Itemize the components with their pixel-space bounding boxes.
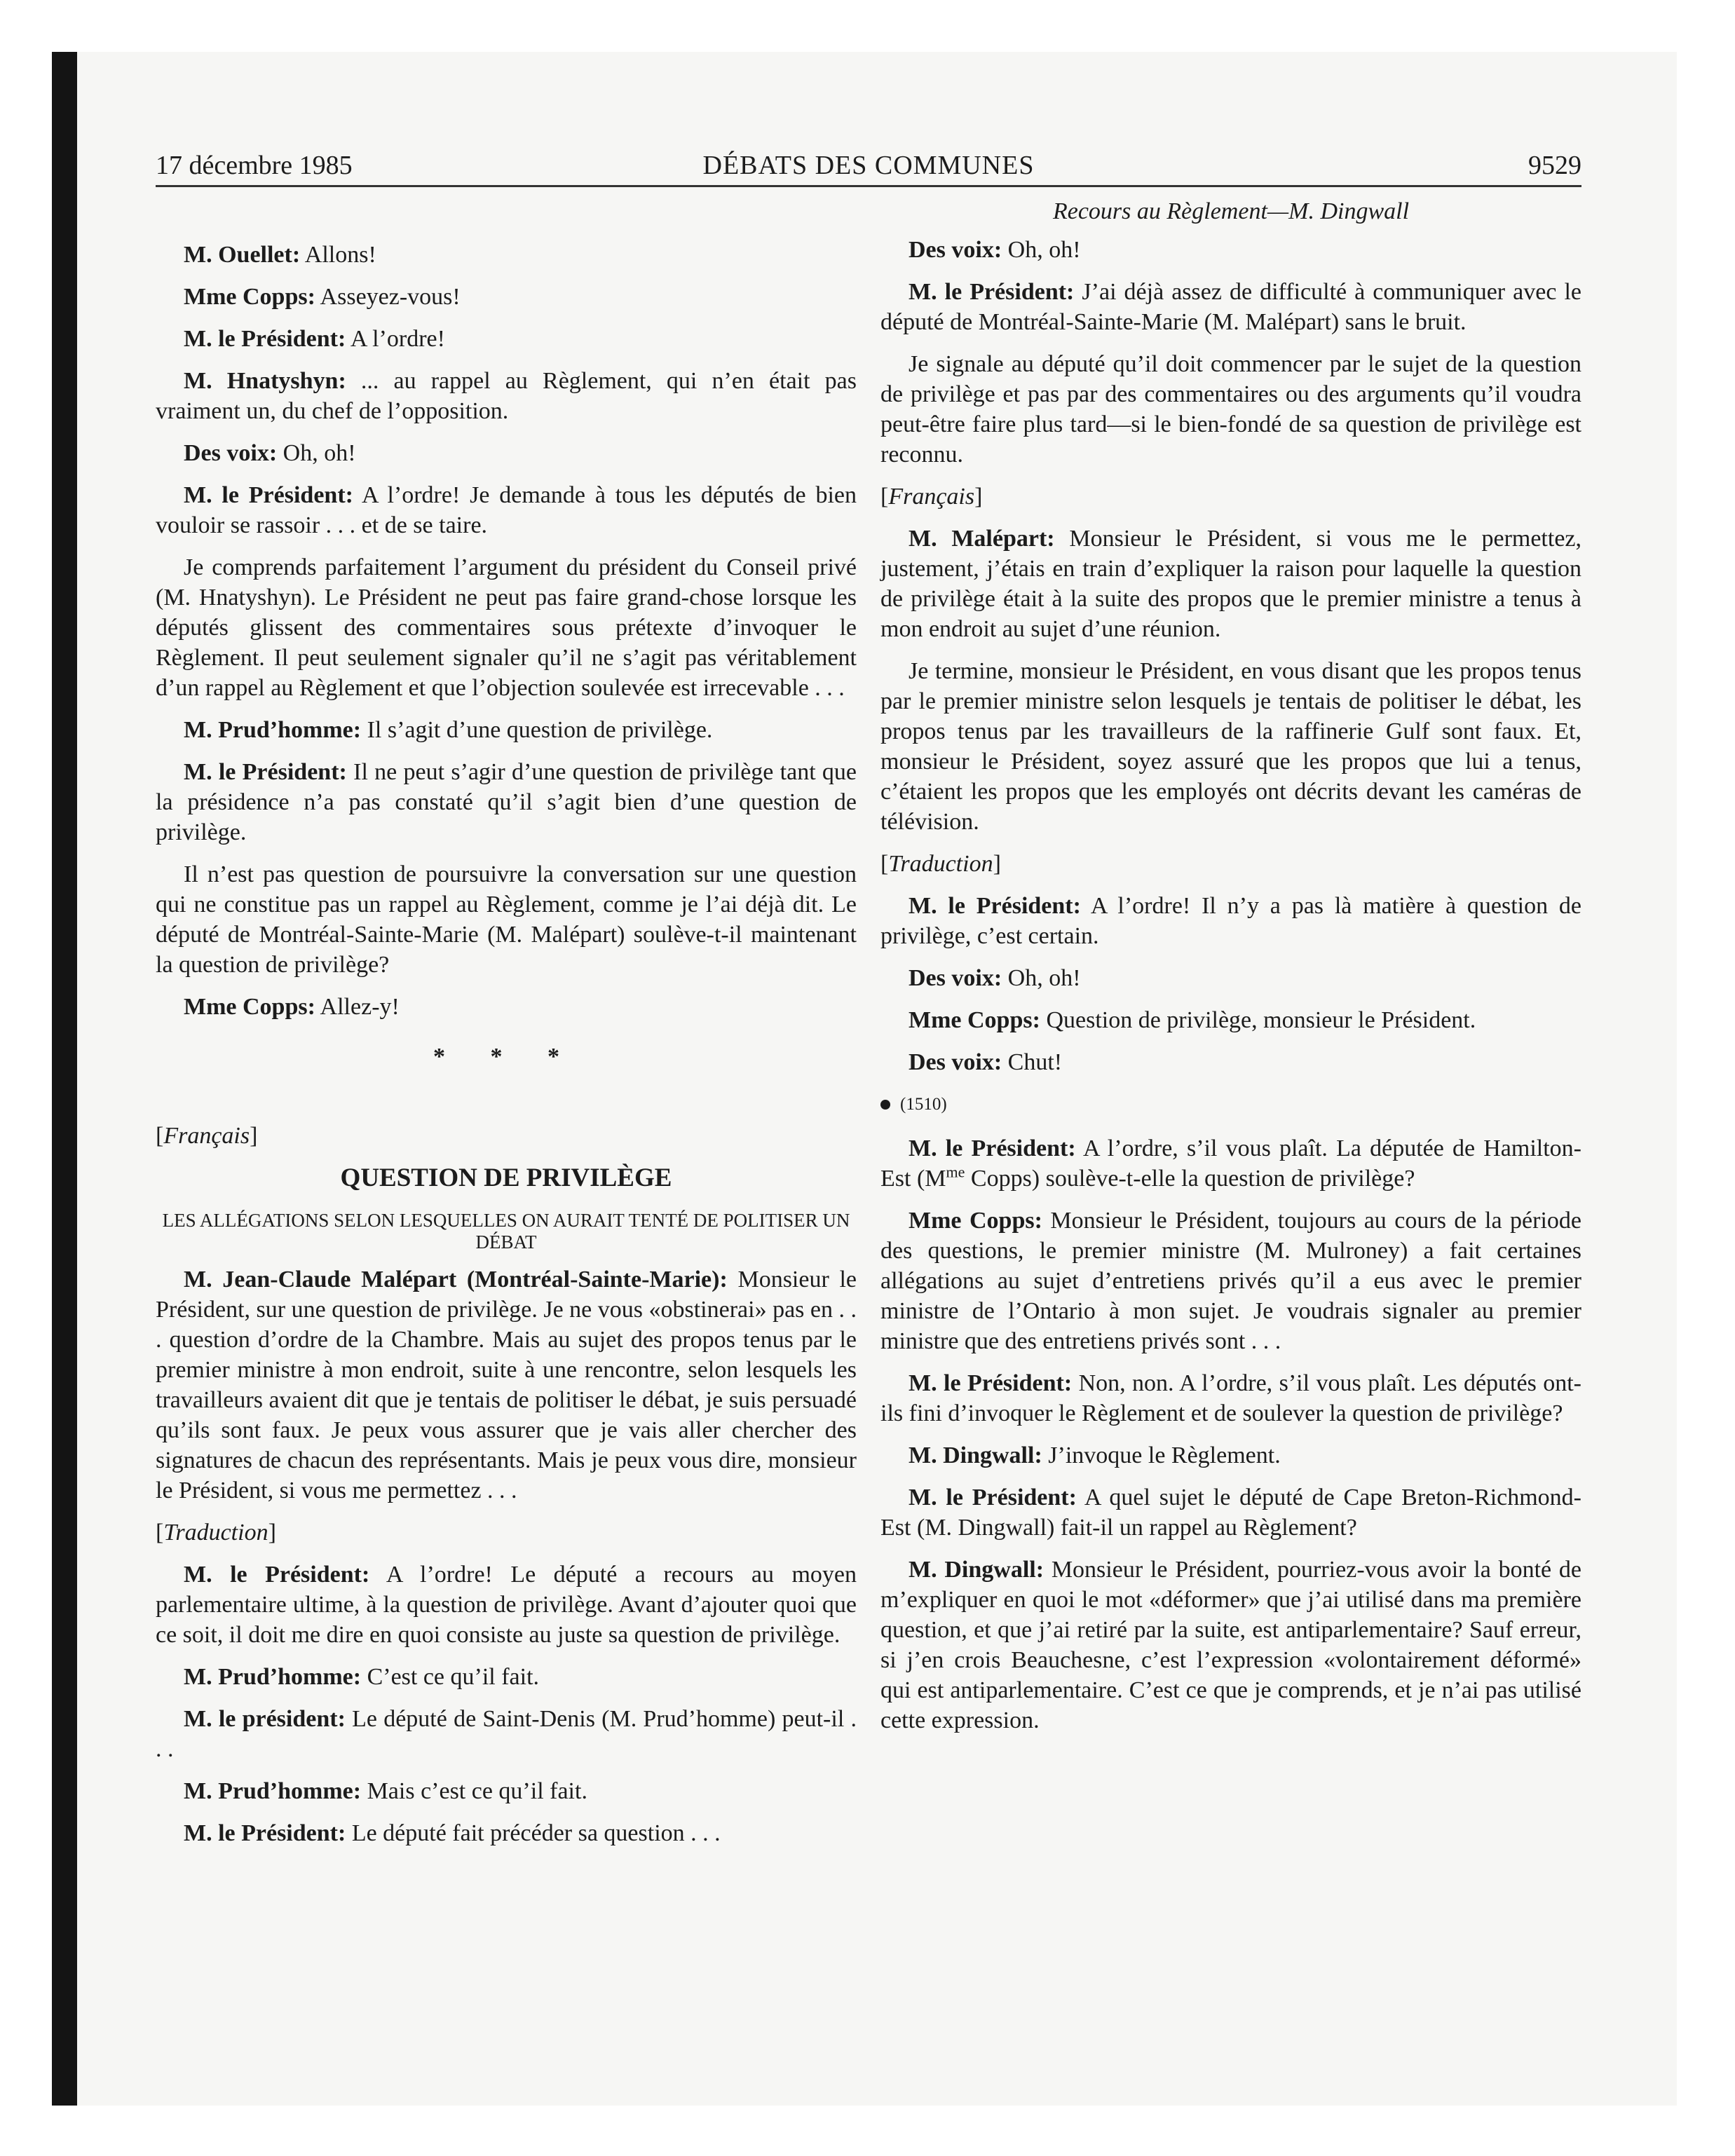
paragraph <box>156 757 857 847</box>
paragraph <box>880 1047 1581 1077</box>
speech: Asseyez-vous! <box>315 284 461 310</box>
header-title: DÉBATS DES COMMUNES <box>702 151 1035 180</box>
speaker: M. le Président: <box>909 1135 1076 1161</box>
speaker: Des voix: <box>909 965 1002 991</box>
speaker: Des voix: <box>909 1049 1002 1075</box>
speech: Oh, oh! <box>277 440 356 466</box>
speech: C’est ce qu’il fait. <box>361 1664 540 1690</box>
speech: Il n’est pas question de poursuivre la conversation sur une question qui ne constitue pas un rappel au Règlement, comme je l’ai déjà dit. Le député de Montréal-Sainte-Marie (M. Malépart) soulève-t-il maintenant la question de privilège? <box>156 861 857 978</box>
speech: A l’ordre! Le député a recours au moyen parlementaire ultime, à la question de privilège. Avant d’ajouter quoi que ce soit, il doit me dire en quoi consiste au juste sa question de privilège. <box>156 1562 857 1648</box>
speaker: M. le Président: <box>909 1485 1077 1510</box>
right-column <box>880 196 1581 1747</box>
paragraph <box>156 552 857 703</box>
speech: Allons! <box>300 242 376 268</box>
running-head: Recours au Règlement—M. Dingwall <box>1052 198 1410 224</box>
speech: Oh, oh! <box>1002 237 1081 263</box>
paragraph <box>880 1482 1581 1543</box>
paragraph <box>156 480 857 540</box>
speaker: Des voix: <box>184 440 278 466</box>
left-column <box>156 196 857 1860</box>
paragraph <box>156 1264 857 1506</box>
speech: Monsieur le Président, si vous me le permettez, justement, j’étais en train d’expliquer la raison pour laquelle la question de privilège était à la suite des propos que le premier ministre a tenus à mon endroit au sujet d’une réunion. <box>880 526 1582 642</box>
speaker: M. le Président: <box>909 279 1075 305</box>
speech: Le député fait précéder sa question . . . <box>346 1820 721 1846</box>
paragraph <box>156 992 857 1022</box>
speech: Il ne peut s’agir d’une question de privilège tant que la présidence n’a pas constaté qu’il s’agit bien d’une question de privilège. <box>156 759 857 845</box>
paragraph <box>156 715 857 745</box>
paragraph <box>156 1818 857 1848</box>
paragraph <box>880 1206 1581 1356</box>
language-note: [Français] <box>156 1123 258 1149</box>
language-note: [Traduction] <box>156 1520 276 1546</box>
paragraph <box>156 366 857 426</box>
paragraph <box>156 1776 857 1806</box>
paragraph <box>880 1368 1581 1428</box>
paragraph <box>880 891 1581 951</box>
speech: Non, non. A l’ordre, s’il vous plaît. Les députés ont-ils fini d’invoquer le Règlement et de soulever la question de privilège? <box>880 1370 1582 1426</box>
speech: Allez-y! <box>315 994 400 1020</box>
speaker: M. le Président: <box>184 1820 346 1846</box>
paragraph <box>156 1704 857 1764</box>
speech: Monsieur le Président, pourriez-vous avoir la bonté de m’expliquer en quoi le mot «déformer» que j’ai utilisé dans ma première question, et que j’ai retiré par la suite, est antiparlementaire? Sauf erreur, si j’en crois Beauchesne, c’est l’expression «volontairement déformé» qui est antiparlementaire. C’est ce que je comprends, et je n’ai pas utilisé cette expression. <box>880 1557 1581 1733</box>
header-date: 17 décembre 1985 <box>156 151 353 180</box>
speaker: M. le Président: <box>909 893 1081 919</box>
speech: Monsieur le Président, sur une question de privilège. Je ne vous «obstinerai» pas en . . . question d’ordre de la Chambre. Mais au sujet des propos tenus par le premier ministre à mon endroit, suite à une rencontre, selon lesquels les travailleurs avaient dit que je tentais de politiser le débat, je suis persuadé qu’ils sont faux. Je peux vous assurer que je vais aller chercher des signatures de chacun des représentants. Mais je peux vous dire, monsieur le Président, si vous me permettez . . . <box>156 1267 857 1503</box>
paragraph <box>880 1440 1581 1471</box>
speaker: Mme Copps: <box>909 1007 1040 1033</box>
speaker: M. le Président: <box>909 1370 1073 1396</box>
paragraph <box>880 277 1581 337</box>
timestamp: (1510) <box>880 1089 1581 1119</box>
speaker: M. Hnatyshyn: <box>184 368 346 394</box>
speech: A l’ordre! Il n’y a pas là matière à question de privilège, c’est certain. <box>880 893 1582 949</box>
speaker: M. Prud’homme: <box>184 1778 362 1804</box>
speaker: M. le président: <box>184 1706 346 1732</box>
speech: Monsieur le Président, toujours au cours de la période des questions, le premier ministre (M. Mulroney) a fait certaines allégations au sujet d’entretiens privés qu’il a eus avec le premier ministre de l’Ontario à mon sujet. Je voudrais signaler au premier ministre que des entretiens privés sont . . . <box>880 1208 1581 1354</box>
paragraph <box>880 349 1581 470</box>
speaker: M. le Président: <box>184 326 346 352</box>
speaker: Des voix: <box>909 237 1002 263</box>
bullet-icon <box>880 1100 890 1110</box>
binding-edge <box>52 52 77 2106</box>
paragraph <box>880 1005 1581 1035</box>
speech: A l’ordre! Je demande à tous les députés de bien vouloir se rassoir . . . et de se taire. <box>156 482 857 538</box>
speech: Chut! <box>1002 1049 1063 1075</box>
paragraph <box>156 1662 857 1692</box>
speaker: M. Ouellet: <box>184 242 301 268</box>
section-title: QUESTION DE PRIVILÈGE <box>340 1164 672 1192</box>
speaker: M. Prud’homme: <box>184 1664 362 1690</box>
language-note: [Français] <box>880 484 983 510</box>
speaker: M. le Président: <box>184 482 353 508</box>
language-note: [Traduction] <box>880 851 1001 877</box>
speaker: M. Malépart: <box>909 526 1055 552</box>
speaker: M. Dingwall: <box>909 1557 1045 1583</box>
speech: Mais c’est ce qu’il fait. <box>361 1778 587 1804</box>
page-header <box>156 146 1581 187</box>
speaker: Mme Copps: <box>184 284 315 310</box>
section-subtitle: LES ALLÉGATIONS SELON LESQUELLES ON AURAIT TENTÉ DE POLITISER UN DÉBAT <box>162 1210 850 1253</box>
speech: ... au rappel au Règlement, qui n’en était pas vraiment un, du chef de l’opposition. <box>156 368 857 424</box>
speech: Copps) soulève-t-elle la question de privilège? <box>965 1166 1415 1192</box>
speech: Question de privilège, monsieur le Président. <box>1040 1007 1476 1033</box>
speaker: M. Jean-Claude Malépart (Montréal-Sainte-Marie): <box>184 1267 728 1292</box>
speech: Oh, oh! <box>1002 965 1081 991</box>
speaker: M. le Président: <box>184 1562 370 1588</box>
speaker: Mme Copps: <box>184 994 315 1020</box>
section-separator: * * * <box>433 1044 579 1070</box>
paragraph <box>156 324 857 354</box>
speaker: Mme Copps: <box>909 1208 1042 1234</box>
paragraph <box>156 282 857 312</box>
speaker: M. le Président: <box>184 759 347 785</box>
superscript: me <box>946 1163 965 1181</box>
paragraph <box>156 859 857 980</box>
speech: Le député de Saint-Denis (M. Prud’homme) peut-il . . . <box>156 1706 857 1762</box>
speech: Je termine, monsieur le Président, en vous disant que les propos tenus par le premier ministre selon lesquels je tentais de politiser le débat, les propos tenus par les travailleurs de la raffinerie Gulf sont faux. Et, monsieur le Président, soyez assuré que les propos que lui a tenus, c’étaient les propos que les employés ont décrits devant les caméras de télévision. <box>880 658 1581 835</box>
speech: Je signale au député qu’il doit commencer par le sujet de la question de privilège et pas par des commentaires ou des arguments qu’il voudra peut-être faire plus tard—si le bien-fondé de sa question de privilège est reconnu. <box>880 351 1581 468</box>
paragraph <box>880 1133 1581 1194</box>
paragraph <box>156 1560 857 1650</box>
speech: Je comprends parfaitement l’argument du président du Conseil privé (M. Hnatyshyn). Le Président ne peut pas faire grand-chose lorsque les députés glissent des commentaires sous prétexte d’invoquer le Règlement. Il peut seulement signaler qu’il ne s’agit pas véritablement d’un rappel au Règlement et que l’objection soulevée est irrecevable . . . <box>156 554 857 701</box>
speech: A l’ordre! <box>346 326 445 352</box>
speech: J’invoque le Règlement. <box>1042 1442 1281 1468</box>
speaker: M. Prud’homme: <box>184 717 362 743</box>
speech: Il s’agit d’une question de privilège. <box>361 717 713 743</box>
speech: A l’ordre, s’il vous plaît. La députée de Hamilton-Est (M <box>880 1135 1581 1192</box>
paragraph <box>156 438 857 468</box>
speech: A quel sujet le député de Cape Breton-Richmond-Est (M. Dingwall) fait-il un rappel au Règlement? <box>880 1485 1582 1541</box>
paragraph <box>880 1555 1581 1735</box>
paragraph <box>880 656 1581 837</box>
paragraph <box>156 240 857 270</box>
speaker: M. Dingwall: <box>909 1442 1042 1468</box>
paragraph <box>880 524 1581 644</box>
speech: J’ai déjà assez de difficulté à communiquer avec le député de Montréal-Sainte-Marie (M. Malépart) sans le bruit. <box>880 279 1581 335</box>
page-number: 9529 <box>1528 151 1581 180</box>
paragraph <box>880 235 1581 265</box>
paragraph <box>880 963 1581 993</box>
